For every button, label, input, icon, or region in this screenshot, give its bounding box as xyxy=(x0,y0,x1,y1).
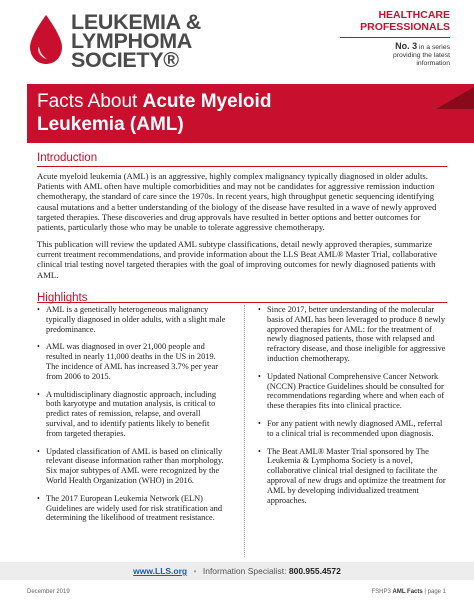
website-link[interactable]: www.LLS.org xyxy=(133,566,188,576)
highlight-text: Updated National Comprehensive Cancer Network (NCCN) Practice Guidelines should be consulted for recommendations regarding where and when each of these therapies fits into clinical practice. xyxy=(267,371,445,411)
corner-fold xyxy=(436,87,474,109)
bullet-dot: • xyxy=(258,371,261,381)
highlight-text: AML was diagnosed in over 21,000 people and resulted in nearly 11,000 deaths in the US in 2019. The incidence of AML has increased 3.7% per year from 2006 to 2015. xyxy=(46,342,219,381)
title-light: Facts About xyxy=(37,91,143,112)
phone-number[interactable]: 800.955.4572 xyxy=(288,566,341,576)
bullet-dot: • xyxy=(258,446,261,456)
bullet-dot: • xyxy=(37,342,40,352)
bullet-dot: • xyxy=(258,418,261,428)
highlights-rule xyxy=(37,302,447,303)
footer-separator: • xyxy=(193,566,197,576)
logo-line-3: SOCIETY® xyxy=(71,48,179,72)
publication-date: December 2019 xyxy=(27,589,70,595)
blood-drop-icon xyxy=(27,14,65,66)
highlight-text: A multidisciplinary diagnostic approach, including both karyotype and mutation analysis, is critical to predict rates of remission, relapse, and overall survival, and to identify patients likely to benefit from targeted therapies. xyxy=(46,389,217,438)
series-text-line-3: information xyxy=(416,60,450,68)
highlights-left-column xyxy=(37,305,227,531)
highlight-item xyxy=(37,494,227,523)
specialist-label: Information Specialist: xyxy=(202,566,287,576)
highlights-right-column xyxy=(258,305,448,513)
audience-label xyxy=(324,9,450,33)
highlight-text: The 2017 European Leukemia Network (ELN) Guidelines are widely used for risk stratification and determining the likelihood of treatment resistance. xyxy=(46,493,223,523)
highlights-heading: Highlights xyxy=(37,292,88,304)
highlight-item xyxy=(258,305,448,364)
highlight-item xyxy=(37,342,227,381)
introduction-heading: Introduction xyxy=(37,152,98,164)
highlight-text: For any patient with newly diagnosed AML, referral to a clinical trial is recommended upon diagnosis. xyxy=(267,418,443,438)
series-number: No. 3 xyxy=(395,41,418,51)
logo-line-1: LEUKEMIA & xyxy=(71,10,201,34)
column-divider xyxy=(244,305,245,557)
bullet-dot: • xyxy=(37,446,40,456)
page-number: page 1 xyxy=(427,589,446,595)
bullet-dot: • xyxy=(258,305,261,314)
introduction-paragraph-2: This publication will review the updated AML subtype classifications, detail newly approved therapies, summarize current treatment recommendations, and provide information about the LLS Beat AML® Master Trial, collaborative clinical trial testing novel targeted therapies with the goal of improving outcomes for newly diagnosed patients with AML. xyxy=(37,239,438,280)
highlight-text: AML is a genetically heterogeneous malignancy typically diagnosed in older adults, with a slight male predominance. xyxy=(46,305,226,334)
audience-line-1: HEALTHCARE xyxy=(378,9,450,21)
highlight-item xyxy=(37,305,227,334)
title-bold-2: Leukemia (AML) xyxy=(37,114,184,135)
series-text xyxy=(324,42,450,69)
title-banner xyxy=(27,84,474,143)
contact-footer xyxy=(0,562,474,580)
bullet-dot: • xyxy=(37,389,40,399)
highlight-item xyxy=(258,372,448,411)
document-footer-info xyxy=(371,589,446,595)
audience-line-2: PROFESSIONALS xyxy=(360,21,450,33)
introduction-rule xyxy=(37,166,447,167)
doc-name: AML Facts xyxy=(392,589,423,595)
title-bold-1: Acute Myeloid xyxy=(142,91,272,112)
org-logo-text xyxy=(71,10,201,72)
page-title xyxy=(37,90,271,136)
highlight-text: Updated classification of AML is based on clinically relevant disease information rather than morphology. Six major subtypes of AML were recognized by the World Health Organization (WHO) in 2016. xyxy=(46,446,224,485)
highlight-item xyxy=(258,447,448,506)
highlight-text: Since 2017, better understanding of the molecular basis of AML has been leveraged to produce 8 newly approved therapies for AML: for the treatment of newly diagnosed patients, those with relapsed and refractory disease, and those ineligible for aggressive induction chemotherapy. xyxy=(267,305,446,363)
highlight-item xyxy=(37,447,227,486)
page-separator: | xyxy=(424,589,426,595)
series-text-line-1: in a series xyxy=(419,44,450,51)
highlight-item xyxy=(37,390,227,439)
doc-code: FSHP3 xyxy=(371,589,391,595)
series-rule xyxy=(340,37,450,38)
bullet-dot: • xyxy=(37,493,40,503)
page-header xyxy=(0,0,474,82)
highlight-item xyxy=(258,419,448,439)
bullet-dot: • xyxy=(37,305,40,314)
series-text-line-2: providing the latest xyxy=(392,52,450,60)
logo-line-2: LYMPHOMA xyxy=(71,29,193,53)
highlight-text: The Beat AML® Master Trial sponsored by The Leukemia & Lymphoma Society is a novel, collaborative clinical trial designed to facilitate the approval of new drugs and optimize the treatment for AML by developing individualized treatment approaches. xyxy=(267,446,446,505)
series-info xyxy=(324,9,450,69)
introduction-paragraph-1: Acute myeloid leukemia (AML) is an aggressive, highly complex malignancy typically diagnosed in older adults. Patients with AML often have multiple comorbidities and may not be candidates for aggressive remission induction chemotherapy, the standard of care since the 1970s. In recent years, high throughput genetic sequencing identifying causal mutations and a better understanding of the biology of the disease have resulted in a wave of newly approved targeted therapies. These discoveries and drug approvals have resulted in better options and better outcomes for patients, particularly those who may be unable to tolerate aggressive chemotherapy. xyxy=(37,171,437,233)
